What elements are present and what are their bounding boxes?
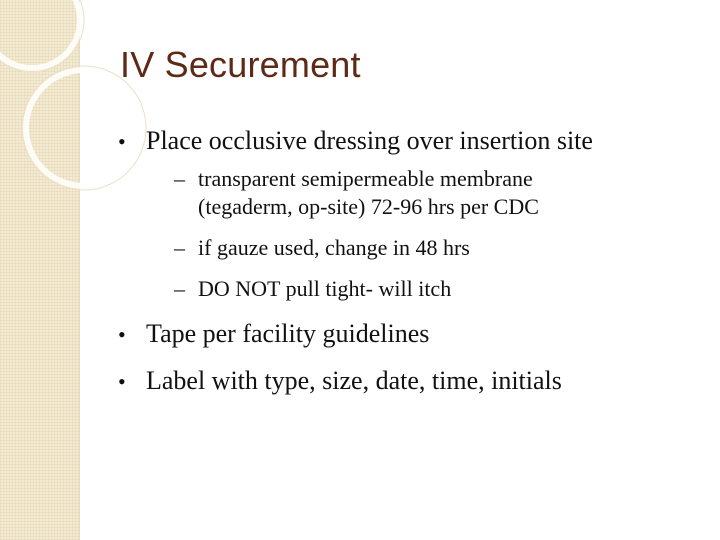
dash-marker: – <box>174 166 185 191</box>
bullet-text: Tape per facility guidelines <box>146 319 430 348</box>
sub-bullet-item <box>174 165 708 221</box>
dash-marker: – <box>174 235 185 260</box>
sub-bullet-text: DO NOT pull tight- will itch <box>198 276 452 301</box>
sub-bullet-item <box>174 234 708 262</box>
slide-content <box>118 124 708 399</box>
bullet-text: Label with type, size, date, time, initials <box>146 366 562 395</box>
bullet-item <box>118 317 708 352</box>
bullet-marker: • <box>118 129 126 154</box>
sub-bullet-text: transparent semipermeable membrane (tegaderm, op-site) 72-96 hrs per CDC <box>198 166 539 219</box>
bullet-item <box>118 364 708 399</box>
dash-marker: – <box>174 276 185 301</box>
sub-bullet-text: if gauze used, change in 48 hrs <box>198 235 470 260</box>
sub-bullet-item <box>174 275 708 303</box>
bullet-marker: • <box>118 322 126 347</box>
bullet-text: Place occlusive dressing over insertion site <box>146 126 593 155</box>
slide-title: IV Securement <box>120 44 361 85</box>
sub-bullet-list <box>174 165 708 303</box>
bullet-item <box>118 124 708 159</box>
bullet-marker: • <box>118 369 126 394</box>
